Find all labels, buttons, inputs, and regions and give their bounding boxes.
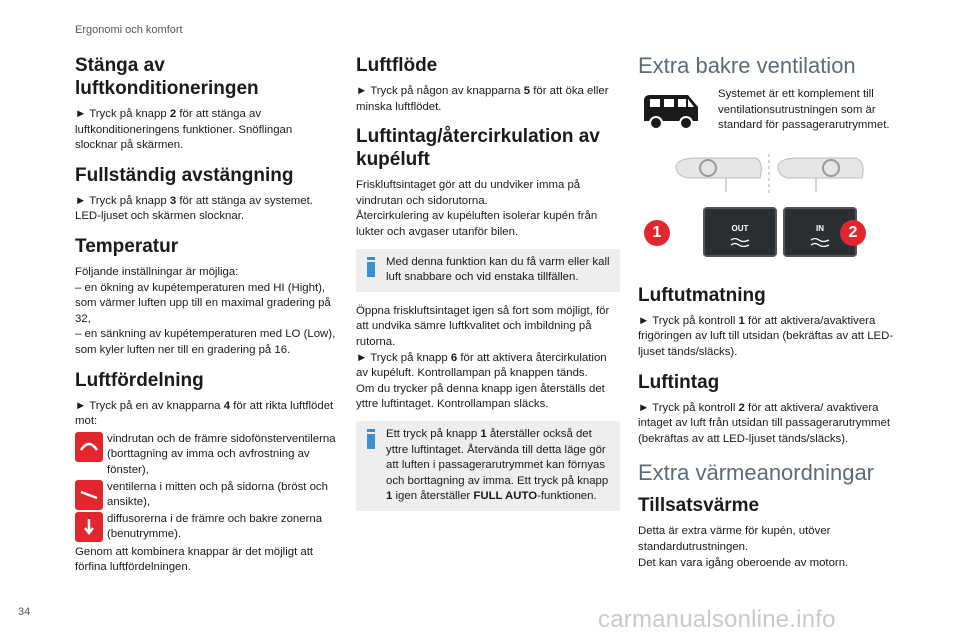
airflow-text: ► Tryck på någon av knapparna 5 för att öka eller minska luftflödet.	[356, 85, 609, 113]
column-left	[75, 54, 337, 582]
info-note-1-text: Med denna funktion kan du få varm eller kall luft snabbare och vid enstaka tillfällen.	[386, 255, 610, 284]
watermark: carmanualsonline.info	[598, 606, 836, 633]
heading-rear-ventilation: Extra bakre ventilation	[638, 53, 856, 78]
info-note-2-text: Ett tryck på knapp 1 återställer också det yttre luftintaget. Återvända till detta läge gör att luften i passagerarutrymmet kan förnyas och borttagning av imma. Ett tryck på knapp 1 igen återställer FULL AUTO-funktionen.	[386, 427, 609, 503]
air-output-text: ► Tryck på kontroll 1 för att aktivera/avaktivera frigöringen av luft till utsidan (bekräftas av att LED-ljuset tänds/släcks).	[638, 314, 894, 358]
info-note-2	[356, 421, 620, 511]
aux-heater-p1: Detta är extra värme för kupén, utöver standardutrustningen.	[638, 525, 831, 553]
air-in-icon	[810, 237, 830, 247]
column-middle	[356, 54, 620, 523]
heading-aux-heater: Tillsatsvärme	[638, 495, 760, 517]
heading-air-intake: Luftintag	[638, 371, 720, 393]
info-note-1	[356, 249, 620, 292]
column-right	[638, 54, 900, 577]
stop-ac-text: ► Tryck på knapp 2 för att stänga av luftkonditioneringens funktioner. Snöflingan slocknar på skärmen.	[75, 108, 293, 152]
vent-option-face	[75, 480, 337, 511]
rear-vent-controls-illustration	[638, 152, 900, 272]
heading-full-off: Fullständig avstängning	[75, 164, 294, 186]
info-icon	[365, 429, 379, 449]
dashboard-icon	[638, 152, 900, 202]
running-header: Ergonomi och komfort	[75, 24, 183, 36]
intake-p3: Öppna friskluftsintaget igen så fort som möjligt, för att undvika sämre luftkvalitet och imbildning på rutorna.	[356, 304, 610, 348]
heading-stop-ac: Stänga av luftkonditioneringen	[75, 55, 259, 99]
distribution-text: ► Tryck på en av knapparna 4 för att rikta luftflödet mot:	[75, 399, 334, 428]
heading-extra-heating: Extra värmeanordningar	[638, 460, 875, 486]
aux-heater-p2: Det kan vara igång oberoende av motorn.	[638, 556, 849, 569]
heading-intake: Luftintag/återcirkulation av kupéluft	[356, 126, 600, 171]
rear-vent-intro	[638, 87, 900, 140]
temperature-item-lo: – en sänkning av kupétemperaturen med LO (Low), som kyler luften ner till en gradering på 16.	[75, 328, 336, 356]
vent-face-text: ventilerna i mitten och på sidorna (bröst och ansikte),	[107, 480, 328, 509]
foot-vent-icon	[75, 512, 103, 542]
windscreen-vent-icon	[75, 432, 103, 462]
info-icon	[365, 257, 379, 277]
heading-airflow: Luftflöde	[356, 55, 438, 76]
intake-p2: Återcirkulering av kupéluften isolerar kupén från lukter och avgaser utanför bilen.	[356, 210, 598, 238]
van-icon	[640, 91, 702, 131]
intake-p5: Om du trycker på denna knapp igen återställs det yttre luftintaget. Kontrollampan släcks.	[356, 382, 605, 411]
air-in-label: IN	[816, 223, 824, 233]
air-out-button[interactable]	[703, 207, 777, 257]
face-vent-icon	[75, 480, 103, 510]
vent-feet-text: diffusorerna i de främre och bakre zonerna (benutrymme).	[107, 512, 323, 541]
air-out-icon	[730, 237, 750, 247]
temperature-item-hi: – en ökning av kupétemperaturen med HI (Hight), som värmer luften upp till en maximal gradering på 32,	[75, 281, 331, 325]
callout-1: 1	[644, 220, 670, 246]
heading-temperature: Temperatur	[75, 235, 179, 257]
intake-p1: Friskluftsintaget gör att du undviker imma på vindrutan och sidorutorna.	[356, 179, 581, 207]
vent-option-windscreen	[75, 432, 337, 479]
vent-windscreen-text: vindrutan och de främre sidofönsterventilerna (borttagning av imma och avfrostning av fönster),	[107, 432, 336, 476]
callout-2: 2	[840, 220, 866, 246]
distribution-outro: Genom att kombinera knappar är det möjligt att förfina luftfördelningen.	[75, 545, 314, 574]
heading-distribution: Luftfördelning	[75, 369, 204, 391]
page-number: 34	[18, 606, 31, 618]
heading-air-output: Luftutmatning	[638, 284, 766, 306]
vent-option-feet	[75, 512, 337, 543]
air-out-label: OUT	[731, 223, 749, 233]
temperature-intro: Följande inställningar är möjliga:	[75, 265, 239, 278]
rear-vent-text: Systemet är ett komplement till ventilationsutrustningen som är standard för passagerarutrymmet.	[718, 88, 890, 132]
intake-p4: ► Tryck på knapp 6 för att aktivera återcirkulation av kupéluft. Kontrollampan på knappen tänds.	[356, 351, 607, 380]
full-off-text: ► Tryck på knapp 3 för att stänga av systemet. LED-ljuset och skärmen slocknar.	[75, 194, 313, 223]
air-intake-text: ► Tryck på kontroll 2 för att aktivera/ avaktivera intaget av luft från utsidan till passagerarutrymmet (bekräftas av att LED-ljuset tänds/släcks).	[638, 401, 890, 445]
